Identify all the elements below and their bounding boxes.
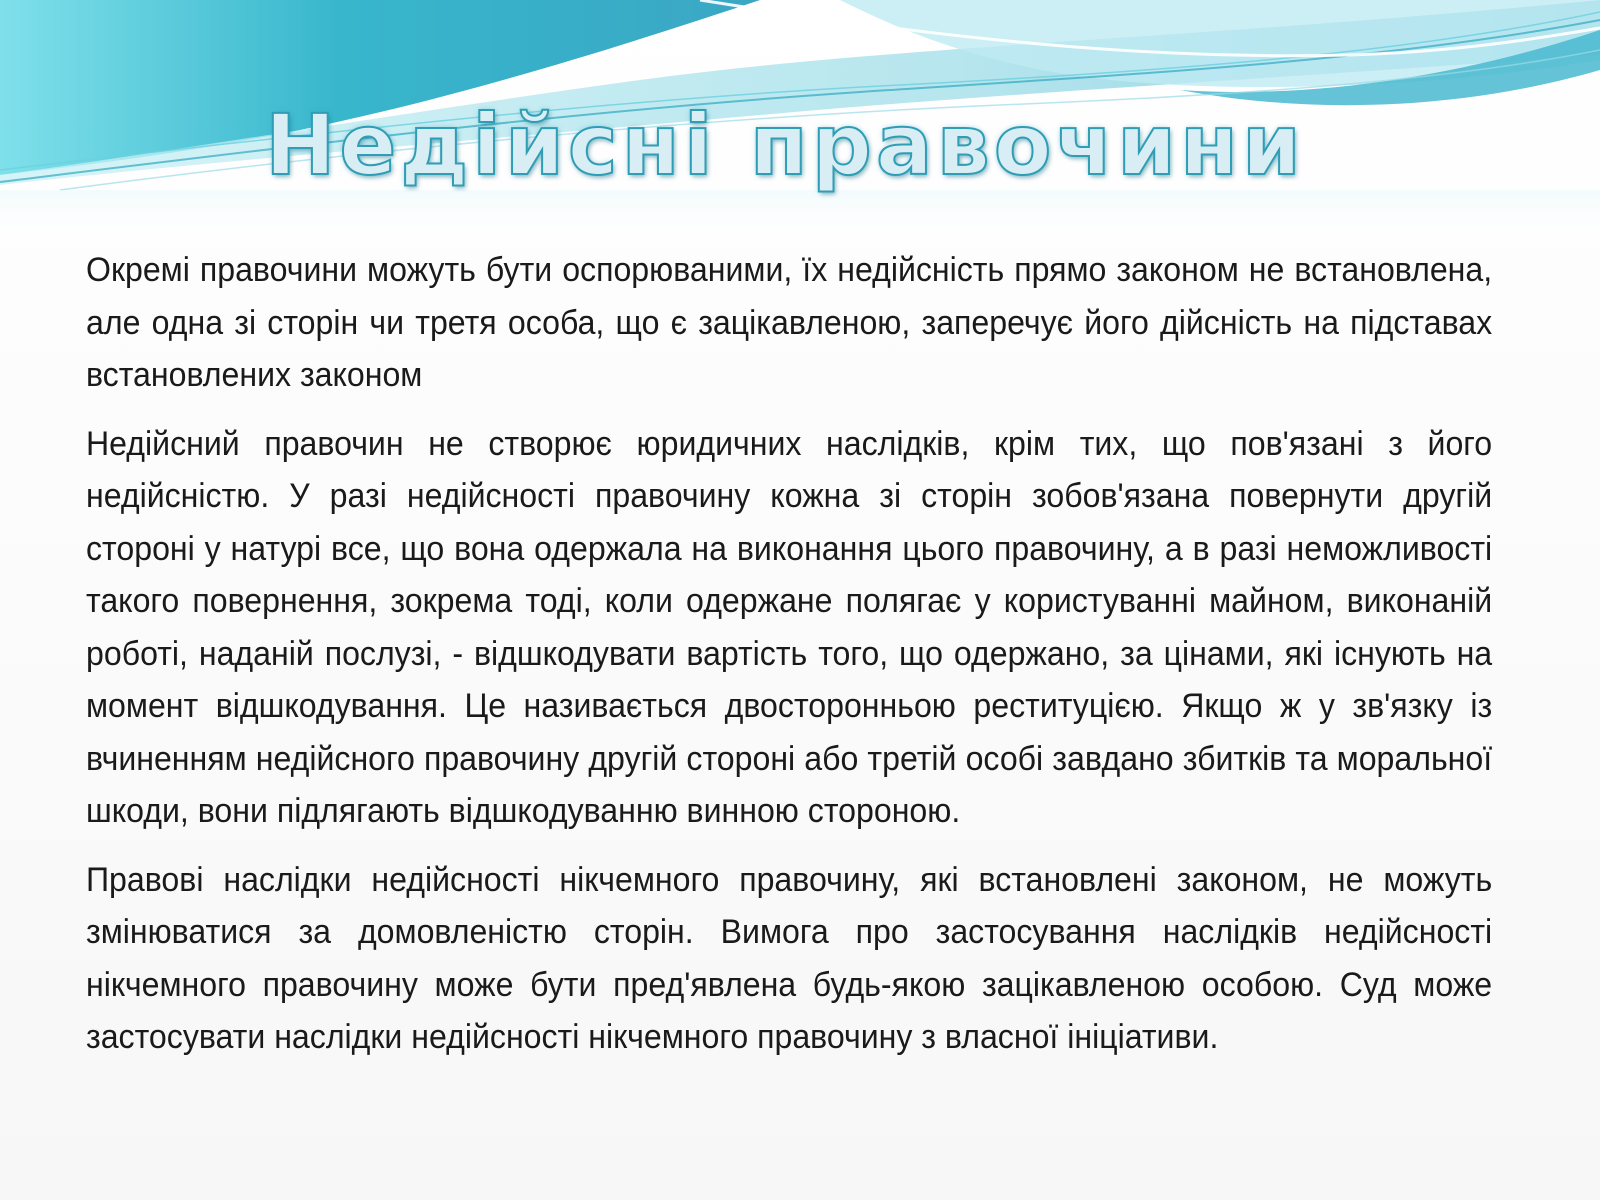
paragraph-2: Недійсний правочин не створює юридичних наслідків, крім тих, що пов'язані з його недійсністю. У разі недійсності правочину кожна зі сторін зобов'язана повернути другій стороні у натурі все, що вона одержала на виконання цього правочину, а в разі неможливості такого повернення, зокрема тоді, коли одержане полягає у користуванні майном, виконаній роботі, наданій послузі, - відшкодувати вартість того, що одержано, за цінами, які існують на момент відшкодування. Це називається двосторонньою реституцією. Якщо ж у зв'язку із вчиненням недійсного правочину другій стороні або третій особі завдано збитків та моральної шкоди, вони підлягають відшкодуванню винною стороною.	[86, 424, 1493, 830]
paragraph-3: Правові наслідки недійсності нікчемного правочину, які встановлені законом, не можуть змінюватися за домовленістю сторін. Вимога про застосування наслідків недійсності нікчемного правочину може бути пред'явлена будь-якою зацікавленою особою. Суд може застосувати наслідки недійсності нікчемного правочину з власної ініціативи.	[86, 860, 1493, 1056]
slide-body	[86, 244, 1492, 1080]
slide-title: Недійсні правочини	[265, 96, 1305, 194]
paragraph-1: Окремі правочини можуть бути оспорюваними, їх недійсність прямо законом не встановлена, але одна зі сторін чи третя особа, що є зацікавленою, заперечує його дійсність на підставах встановлених законом	[86, 251, 1493, 394]
